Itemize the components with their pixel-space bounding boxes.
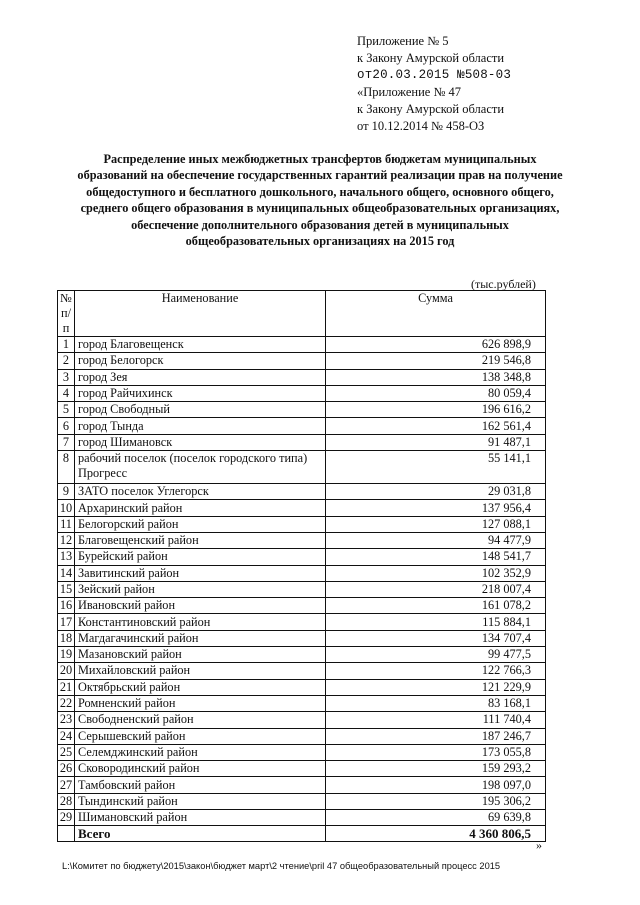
table-row <box>58 385 546 401</box>
row-name: Серышевский район <box>75 728 326 744</box>
row-sum: 159 293,2 <box>326 761 546 777</box>
row-number: 16 <box>58 598 75 614</box>
table-row <box>58 793 546 809</box>
row-sum: 91 487,1 <box>326 434 546 450</box>
row-name: ЗАТО поселок Углегорск <box>75 484 326 500</box>
row-sum: 83 168,1 <box>326 695 546 711</box>
row-name: Зейский район <box>75 581 326 597</box>
row-name: Бурейский район <box>75 549 326 565</box>
row-name: Ивановский район <box>75 598 326 614</box>
table-row <box>58 434 546 450</box>
law-reference: к Закону Амурской области <box>357 51 505 65</box>
row-sum: 626 898,9 <box>326 337 546 353</box>
total-row <box>58 826 546 842</box>
document-title: Распределение иных межбюджетных трансфертов бюджетам муниципальных образований на обеспечение государственных гарантий реализации прав на получение общедоступного и бесплатного дошкольного, начального общего, основного общего, среднего общего образования в муниципальных общеобразовательных организациях, обеспечение дополнительного образования детей в муниципальных общеобразовательных организациях на 2015 год <box>77 152 563 249</box>
row-name: Архаринский район <box>75 500 326 516</box>
row-name: город Шимановск <box>75 434 326 450</box>
table-row <box>58 598 546 614</box>
table-row <box>58 418 546 434</box>
row-sum: 138 348,8 <box>326 369 546 385</box>
row-sum: 195 306,2 <box>326 793 546 809</box>
original-law-reference: к Закону Амурской области <box>357 102 505 116</box>
row-number: 15 <box>58 581 75 597</box>
table-row <box>58 647 546 663</box>
closing-quote: » <box>536 838 542 852</box>
table-row <box>58 484 546 500</box>
row-name: город Благовещенск <box>75 337 326 353</box>
row-number: 6 <box>58 418 75 434</box>
row-sum: 55 141,1 <box>326 451 546 484</box>
table-row <box>58 614 546 630</box>
row-sum: 148 541,7 <box>326 549 546 565</box>
original-law-date-number: от 10.12.2014 № 458-ОЗ <box>357 119 485 133</box>
row-number: 8 <box>58 451 75 484</box>
row-number: 18 <box>58 630 75 646</box>
total-sum: 4 360 806,5 <box>326 826 546 842</box>
row-number: 2 <box>58 353 75 369</box>
row-sum: 102 352,9 <box>326 565 546 581</box>
table-row <box>58 663 546 679</box>
row-name: Свободненский район <box>75 712 326 728</box>
table-row <box>58 402 546 418</box>
row-number: 17 <box>58 614 75 630</box>
row-sum: 99 477,5 <box>326 647 546 663</box>
row-name: Сковородинский район <box>75 761 326 777</box>
total-number-cell <box>58 826 75 842</box>
row-name: Белогорский район <box>75 516 326 532</box>
row-sum: 29 031,8 <box>326 484 546 500</box>
row-sum: 94 477,9 <box>326 532 546 548</box>
row-number: 3 <box>58 369 75 385</box>
table-row <box>58 369 546 385</box>
row-number: 7 <box>58 434 75 450</box>
table-row <box>58 679 546 695</box>
row-number: 20 <box>58 663 75 679</box>
table-row <box>58 712 546 728</box>
row-sum: 187 246,7 <box>326 728 546 744</box>
table-row <box>58 744 546 760</box>
row-number: 12 <box>58 532 75 548</box>
row-number: 21 <box>58 679 75 695</box>
distribution-table <box>57 290 546 842</box>
row-sum: 115 884,1 <box>326 614 546 630</box>
row-name: Константиновский район <box>75 614 326 630</box>
row-name: Селемджинский район <box>75 744 326 760</box>
table-row <box>58 532 546 548</box>
row-name: город Тында <box>75 418 326 434</box>
row-name: Михайловский район <box>75 663 326 679</box>
row-name: Шимановский район <box>75 810 326 826</box>
row-name: Магдагачинский район <box>75 630 326 646</box>
row-number: 1 <box>58 337 75 353</box>
row-sum: 111 740,4 <box>326 712 546 728</box>
row-name: Завитинский район <box>75 565 326 581</box>
total-label: Всего <box>75 826 326 842</box>
table-row <box>58 761 546 777</box>
law-date-number-stamp: от20.03.2015 №508-03 <box>357 68 512 82</box>
table-row <box>58 630 546 646</box>
table-row <box>58 777 546 793</box>
col-header-number <box>58 291 75 337</box>
table-row <box>58 353 546 369</box>
row-name: город Белогорск <box>75 353 326 369</box>
row-sum: 137 956,4 <box>326 500 546 516</box>
original-appendix-number: «Приложение № 47 <box>357 85 462 99</box>
row-name: Тамбовский район <box>75 777 326 793</box>
col-header-number-line1: № <box>60 291 72 305</box>
row-number: 24 <box>58 728 75 744</box>
row-sum: 134 707,4 <box>326 630 546 646</box>
row-name: город Райчихинск <box>75 385 326 401</box>
table-row <box>58 549 546 565</box>
row-sum: 80 059,4 <box>326 385 546 401</box>
row-name: Благовещенский район <box>75 532 326 548</box>
table-row <box>58 581 546 597</box>
appendix-number: Приложение № 5 <box>357 34 449 48</box>
row-number: 9 <box>58 484 75 500</box>
row-sum: 198 097,0 <box>326 777 546 793</box>
row-number: 25 <box>58 744 75 760</box>
row-sum: 161 078,2 <box>326 598 546 614</box>
table-row <box>58 565 546 581</box>
row-number: 28 <box>58 793 75 809</box>
row-number: 14 <box>58 565 75 581</box>
row-sum: 196 616,2 <box>326 402 546 418</box>
row-number: 10 <box>58 500 75 516</box>
row-name: Ромненский район <box>75 695 326 711</box>
table-row <box>58 451 546 484</box>
row-name: рабочий поселок (поселок городского типа) Прогресс <box>75 451 326 484</box>
row-sum: 219 546,8 <box>326 353 546 369</box>
table-header-row <box>58 291 546 337</box>
row-number: 13 <box>58 549 75 565</box>
table-row <box>58 500 546 516</box>
row-sum: 69 639,8 <box>326 810 546 826</box>
row-sum: 218 007,4 <box>326 581 546 597</box>
row-number: 11 <box>58 516 75 532</box>
row-sum: 121 229,9 <box>326 679 546 695</box>
row-number: 29 <box>58 810 75 826</box>
table-row <box>58 516 546 532</box>
row-name: город Свободный <box>75 402 326 418</box>
table-body <box>58 337 546 826</box>
unit-label: (тыс.рублей) <box>471 277 536 291</box>
row-sum: 173 055,8 <box>326 744 546 760</box>
row-name: город Зея <box>75 369 326 385</box>
table-row <box>58 728 546 744</box>
row-sum: 127 088,1 <box>326 516 546 532</box>
row-number: 27 <box>58 777 75 793</box>
row-name: Мазановский район <box>75 647 326 663</box>
row-number: 4 <box>58 385 75 401</box>
row-name: Октябрьский район <box>75 679 326 695</box>
table-row <box>58 695 546 711</box>
row-number: 19 <box>58 647 75 663</box>
col-header-name: Наименование <box>75 291 326 337</box>
table-row <box>58 337 546 353</box>
row-name: Тындинский район <box>75 793 326 809</box>
row-number: 5 <box>58 402 75 418</box>
file-path-footer: L:\Комитет по бюджету\2015\закон\бюджет март\2 чтение\pril 47 общеобразовательный процесс 2015 <box>62 861 501 871</box>
table-row <box>58 810 546 826</box>
row-sum: 162 561,4 <box>326 418 546 434</box>
col-header-number-line2: п/п <box>61 306 71 335</box>
row-number: 26 <box>58 761 75 777</box>
col-header-sum: Сумма <box>326 291 546 337</box>
row-number: 22 <box>58 695 75 711</box>
row-number: 23 <box>58 712 75 728</box>
row-sum: 122 766,3 <box>326 663 546 679</box>
appendix-header <box>357 33 511 135</box>
